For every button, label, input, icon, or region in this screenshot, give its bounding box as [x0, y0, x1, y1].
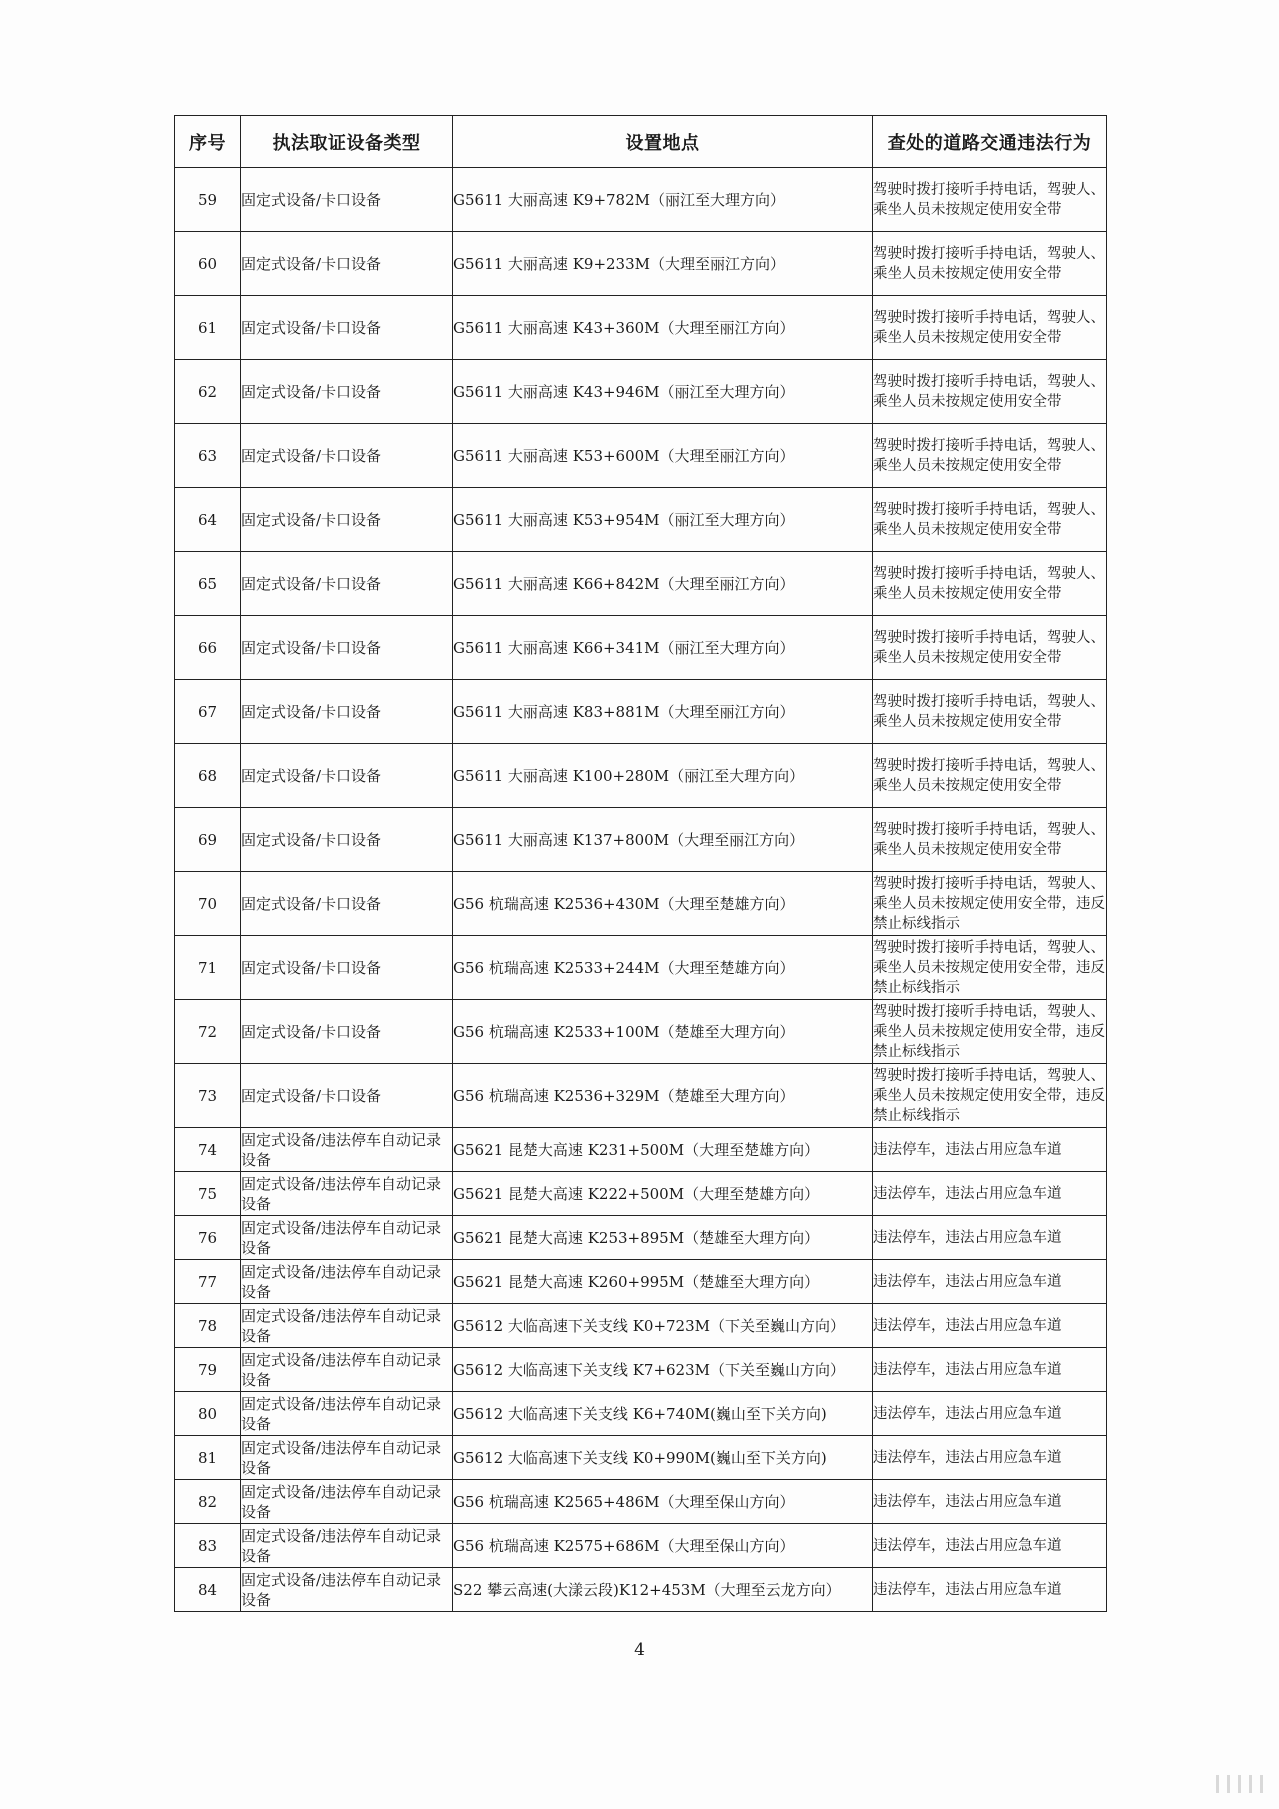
serial-number-cell: 79: [175, 1348, 241, 1392]
device-type-cell: 固定式设备/卡口设备: [241, 168, 453, 232]
table-row: [175, 488, 1107, 552]
table-row: [175, 360, 1107, 424]
table-row: [175, 1172, 1107, 1216]
serial-number-cell: 72: [175, 1000, 241, 1064]
serial-number-cell: 73: [175, 1064, 241, 1128]
serial-number-cell: 60: [175, 232, 241, 296]
serial-number-cell: 67: [175, 680, 241, 744]
table-row: [175, 552, 1107, 616]
violation-cell: 驾驶时拨打接听手持电话，驾驶人、乘坐人员未按规定使用安全带，违反禁止标线指示: [873, 1064, 1107, 1128]
watermark-marks: [1216, 1775, 1263, 1793]
table-row: [175, 680, 1107, 744]
violation-cell: 驾驶时拨打接听手持电话，驾驶人、乘坐人员未按规定使用安全带: [873, 360, 1107, 424]
serial-number-cell: 70: [175, 872, 241, 936]
table-body: [175, 168, 1107, 1612]
device-type-cell: 固定式设备/卡口设备: [241, 744, 453, 808]
table-row: [175, 1000, 1107, 1064]
device-type-cell: 固定式设备/卡口设备: [241, 552, 453, 616]
violation-cell: 驾驶时拨打接听手持电话，驾驶人、乘坐人员未按规定使用安全带: [873, 680, 1107, 744]
serial-number-cell: 76: [175, 1216, 241, 1260]
serial-number-cell: 59: [175, 168, 241, 232]
location-cell: G5611 大丽高速 K66+341M（丽江至大理方向）: [453, 616, 873, 680]
location-cell: G56 杭瑞高速 K2533+100M（楚雄至大理方向）: [453, 1000, 873, 1064]
serial-number-cell: 61: [175, 296, 241, 360]
table-row: [175, 1304, 1107, 1348]
header-location: 设置地点: [453, 116, 873, 168]
device-type-cell: 固定式设备/卡口设备: [241, 424, 453, 488]
violation-cell: 驾驶时拨打接听手持电话，驾驶人、乘坐人员未按规定使用安全带: [873, 616, 1107, 680]
location-cell: G5621 昆楚大高速 K222+500M（大理至楚雄方向）: [453, 1172, 873, 1216]
violation-cell: 驾驶时拨打接听手持电话，驾驶人、乘坐人员未按规定使用安全带: [873, 488, 1107, 552]
serial-number-cell: 65: [175, 552, 241, 616]
violation-cell: 驾驶时拨打接听手持电话，驾驶人、乘坐人员未按规定使用安全带，违反禁止标线指示: [873, 936, 1107, 1000]
location-cell: G5612 大临高速下关支线 K0+723M（下关至巍山方向）: [453, 1304, 873, 1348]
location-cell: G56 杭瑞高速 K2536+430M（大理至楚雄方向）: [453, 872, 873, 936]
location-cell: G5612 大临高速下关支线 K0+990M(巍山至下关方向): [453, 1436, 873, 1480]
serial-number-cell: 68: [175, 744, 241, 808]
location-cell: G5612 大临高速下关支线 K7+623M（下关至巍山方向）: [453, 1348, 873, 1392]
location-cell: G5611 大丽高速 K43+360M（大理至丽江方向）: [453, 296, 873, 360]
device-type-cell: 固定式设备/卡口设备: [241, 872, 453, 936]
table-header-row: [175, 116, 1107, 168]
device-type-cell: 固定式设备/卡口设备: [241, 1064, 453, 1128]
table-row: [175, 1568, 1107, 1612]
device-type-cell: 固定式设备/违法停车自动记录设备: [241, 1172, 453, 1216]
serial-number-cell: 69: [175, 808, 241, 872]
table-row: [175, 872, 1107, 936]
device-type-cell: 固定式设备/卡口设备: [241, 488, 453, 552]
violation-cell: 违法停车，违法占用应急车道: [873, 1524, 1107, 1568]
table-row: [175, 232, 1107, 296]
violation-cell: 违法停车，违法占用应急车道: [873, 1392, 1107, 1436]
violation-cell: 违法停车，违法占用应急车道: [873, 1260, 1107, 1304]
serial-number-cell: 82: [175, 1480, 241, 1524]
location-cell: G5611 大丽高速 K53+600M（大理至丽江方向）: [453, 424, 873, 488]
device-type-cell: 固定式设备/违法停车自动记录设备: [241, 1568, 453, 1612]
violation-cell: 驾驶时拨打接听手持电话，驾驶人、乘坐人员未按规定使用安全带: [873, 808, 1107, 872]
device-type-cell: 固定式设备/违法停车自动记录设备: [241, 1524, 453, 1568]
location-cell: G5611 大丽高速 K83+881M（大理至丽江方向）: [453, 680, 873, 744]
location-cell: G5621 昆楚大高速 K231+500M（大理至楚雄方向）: [453, 1128, 873, 1172]
location-cell: G5612 大临高速下关支线 K6+740M(巍山至下关方向): [453, 1392, 873, 1436]
table-row: [175, 1348, 1107, 1392]
serial-number-cell: 84: [175, 1568, 241, 1612]
serial-number-cell: 83: [175, 1524, 241, 1568]
violation-cell: 驾驶时拨打接听手持电话，驾驶人、乘坐人员未按规定使用安全带: [873, 232, 1107, 296]
serial-number-cell: 62: [175, 360, 241, 424]
violation-cell: 驾驶时拨打接听手持电话，驾驶人、乘坐人员未按规定使用安全带: [873, 552, 1107, 616]
violation-cell: 驾驶时拨打接听手持电话，驾驶人、乘坐人员未按规定使用安全带: [873, 744, 1107, 808]
enforcement-device-table: [174, 115, 1107, 1612]
serial-number-cell: 74: [175, 1128, 241, 1172]
violation-cell: 违法停车，违法占用应急车道: [873, 1568, 1107, 1612]
serial-number-cell: 81: [175, 1436, 241, 1480]
table-row: [175, 1524, 1107, 1568]
device-type-cell: 固定式设备/卡口设备: [241, 616, 453, 680]
location-cell: S22 攀云高速(大漾云段)K12+453M（大理至云龙方向）: [453, 1568, 873, 1612]
violation-cell: 驾驶时拨打接听手持电话，驾驶人、乘坐人员未按规定使用安全带，违反禁止标线指示: [873, 872, 1107, 936]
location-cell: G5621 昆楚大高速 K253+895M（楚雄至大理方向）: [453, 1216, 873, 1260]
device-type-cell: 固定式设备/卡口设备: [241, 1000, 453, 1064]
location-cell: G56 杭瑞高速 K2536+329M（楚雄至大理方向）: [453, 1064, 873, 1128]
serial-number-cell: 71: [175, 936, 241, 1000]
violation-cell: 违法停车，违法占用应急车道: [873, 1436, 1107, 1480]
device-type-cell: 固定式设备/卡口设备: [241, 232, 453, 296]
location-cell: G5611 大丽高速 K9+233M（大理至丽江方向）: [453, 232, 873, 296]
device-type-cell: 固定式设备/违法停车自动记录设备: [241, 1436, 453, 1480]
device-type-cell: 固定式设备/违法停车自动记录设备: [241, 1304, 453, 1348]
table-row: [175, 424, 1107, 488]
table-row: [175, 1216, 1107, 1260]
violation-cell: 违法停车，违法占用应急车道: [873, 1216, 1107, 1260]
device-type-cell: 固定式设备/违法停车自动记录设备: [241, 1480, 453, 1524]
location-cell: G5611 大丽高速 K137+800M（大理至丽江方向）: [453, 808, 873, 872]
violation-cell: 驾驶时拨打接听手持电话，驾驶人、乘坐人员未按规定使用安全带，违反禁止标线指示: [873, 1000, 1107, 1064]
location-cell: G56 杭瑞高速 K2533+244M（大理至楚雄方向）: [453, 936, 873, 1000]
table-row: [175, 744, 1107, 808]
serial-number-cell: 63: [175, 424, 241, 488]
table-row: [175, 296, 1107, 360]
device-type-cell: 固定式设备/违法停车自动记录设备: [241, 1348, 453, 1392]
location-cell: G5611 大丽高速 K53+954M（丽江至大理方向）: [453, 488, 873, 552]
location-cell: G5611 大丽高速 K100+280M（丽江至大理方向）: [453, 744, 873, 808]
header-violation: 查处的道路交通违法行为: [873, 116, 1107, 168]
table-row: [175, 936, 1107, 1000]
violation-cell: 驾驶时拨打接听手持电话，驾驶人、乘坐人员未按规定使用安全带: [873, 424, 1107, 488]
table-row: [175, 1436, 1107, 1480]
table-row: [175, 1260, 1107, 1304]
page-number: 4: [634, 1640, 645, 1660]
violation-cell: 驾驶时拨打接听手持电话，驾驶人、乘坐人员未按规定使用安全带: [873, 296, 1107, 360]
location-cell: G5621 昆楚大高速 K260+995M（楚雄至大理方向）: [453, 1260, 873, 1304]
location-cell: G5611 大丽高速 K43+946M（丽江至大理方向）: [453, 360, 873, 424]
device-type-cell: 固定式设备/违法停车自动记录设备: [241, 1216, 453, 1260]
violation-cell: 违法停车，违法占用应急车道: [873, 1480, 1107, 1524]
serial-number-cell: 77: [175, 1260, 241, 1304]
violation-cell: 违法停车，违法占用应急车道: [873, 1128, 1107, 1172]
serial-number-cell: 66: [175, 616, 241, 680]
device-type-cell: 固定式设备/卡口设备: [241, 808, 453, 872]
device-type-cell: 固定式设备/卡口设备: [241, 296, 453, 360]
table-row: [175, 1480, 1107, 1524]
device-type-cell: 固定式设备/卡口设备: [241, 680, 453, 744]
location-cell: G56 杭瑞高速 K2565+486M（大理至保山方向）: [453, 1480, 873, 1524]
table-row: [175, 1392, 1107, 1436]
device-type-cell: 固定式设备/卡口设备: [241, 360, 453, 424]
device-type-cell: 固定式设备/违法停车自动记录设备: [241, 1260, 453, 1304]
table-row: [175, 616, 1107, 680]
location-cell: G56 杭瑞高速 K2575+686M（大理至保山方向）: [453, 1524, 873, 1568]
serial-number-cell: 80: [175, 1392, 241, 1436]
device-type-cell: 固定式设备/违法停车自动记录设备: [241, 1128, 453, 1172]
table-row: [175, 168, 1107, 232]
device-type-cell: 固定式设备/违法停车自动记录设备: [241, 1392, 453, 1436]
serial-number-cell: 64: [175, 488, 241, 552]
header-serial-number: 序号: [175, 116, 241, 168]
violation-cell: 违法停车，违法占用应急车道: [873, 1348, 1107, 1392]
device-type-cell: 固定式设备/卡口设备: [241, 936, 453, 1000]
serial-number-cell: 78: [175, 1304, 241, 1348]
table-row: [175, 1128, 1107, 1172]
table-row: [175, 808, 1107, 872]
violation-cell: 违法停车，违法占用应急车道: [873, 1172, 1107, 1216]
location-cell: G5611 大丽高速 K9+782M（丽江至大理方向）: [453, 168, 873, 232]
serial-number-cell: 75: [175, 1172, 241, 1216]
table-row: [175, 1064, 1107, 1128]
violation-cell: 违法停车，违法占用应急车道: [873, 1304, 1107, 1348]
location-cell: G5611 大丽高速 K66+842M（大理至丽江方向）: [453, 552, 873, 616]
header-device-type: 执法取证设备类型: [241, 116, 453, 168]
violation-cell: 驾驶时拨打接听手持电话，驾驶人、乘坐人员未按规定使用安全带: [873, 168, 1107, 232]
